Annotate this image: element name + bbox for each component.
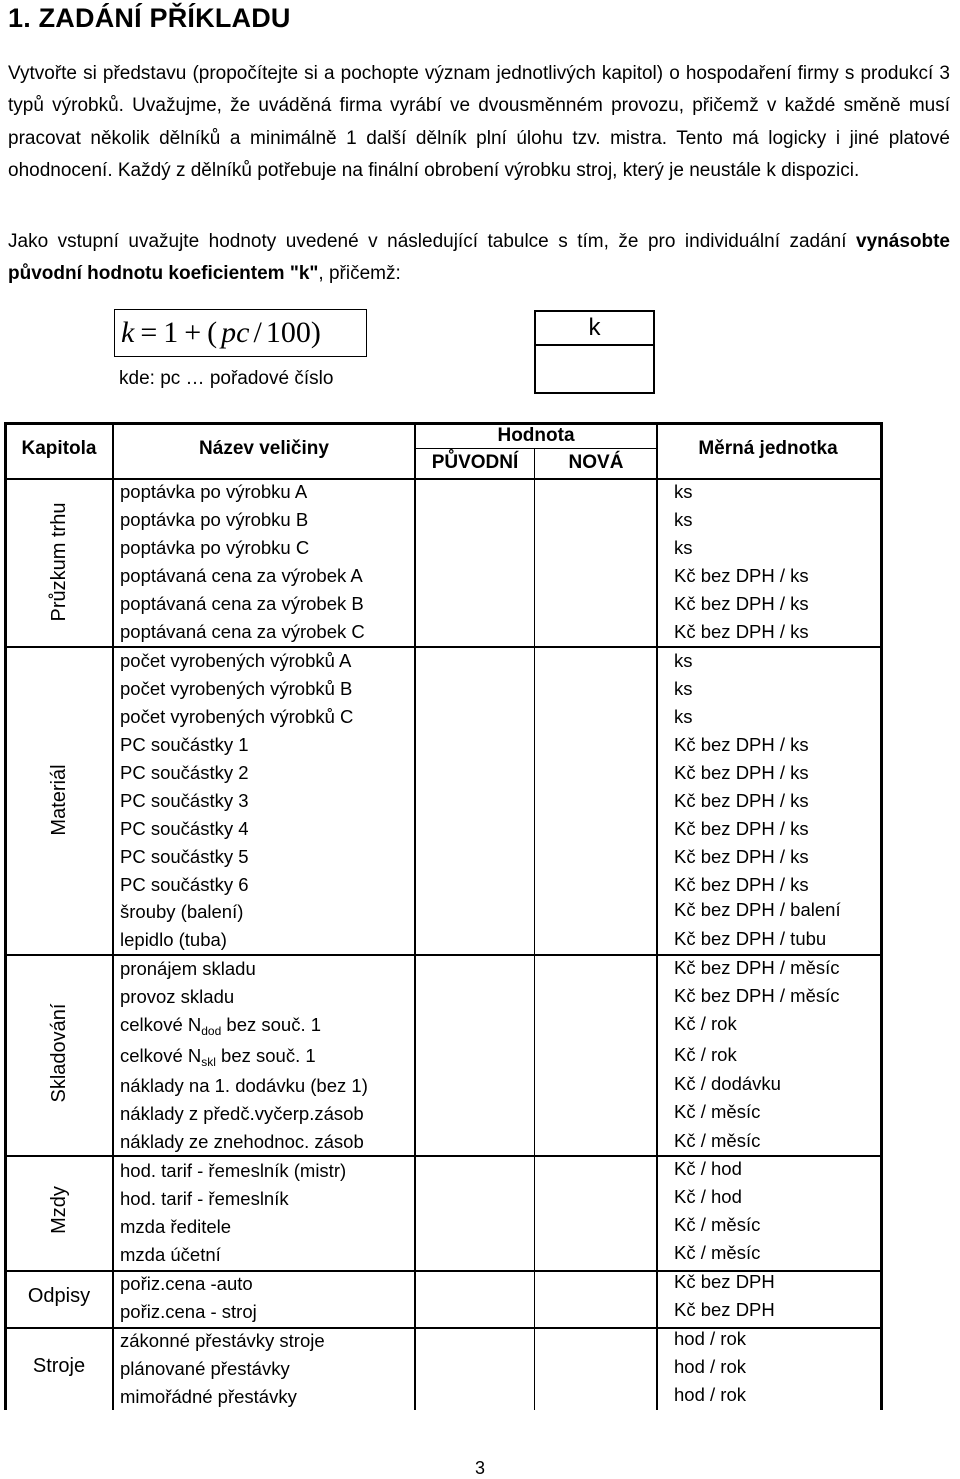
chapter-skladovani: Skladování bbox=[48, 1003, 70, 1103]
formula-paren-close: ) bbox=[310, 316, 321, 349]
row-unit-24: Kč / měsíc bbox=[674, 1130, 761, 1151]
row-unit-6: Kč bez DPH / ks bbox=[674, 621, 809, 642]
instruction-paragraph bbox=[8, 226, 950, 291]
row-unit-10: Kč bez DPH / ks bbox=[674, 734, 809, 755]
chapter-odpisy: Odpisy bbox=[27, 1285, 91, 1307]
row-name-2: poptávka po výrobku B bbox=[120, 509, 309, 530]
row-unit-4: Kč bez DPH / ks bbox=[674, 565, 809, 586]
row-name-8: počet vyrobených výrobků B bbox=[120, 678, 353, 699]
row-name-26: hod. tarif - řemeslník bbox=[120, 1188, 289, 1209]
formula-hundred: 100 bbox=[265, 316, 311, 349]
row-name-3: poptávka po výrobku C bbox=[120, 537, 310, 558]
row-unit-31: hod / rok bbox=[674, 1328, 746, 1349]
row-name-29: pořiz.cena -auto bbox=[120, 1273, 253, 1294]
row-unit-33: hod / rok bbox=[674, 1384, 746, 1405]
row-unit-18: Kč bez DPH / měsíc bbox=[674, 957, 840, 978]
row-unit-27: Kč / měsíc bbox=[674, 1214, 761, 1235]
formula-slash: / bbox=[253, 316, 262, 349]
row-unit-2: ks bbox=[674, 509, 693, 530]
row-name-20: celkové $N_{dod}$ bez souč. 1 bbox=[120, 1014, 322, 1038]
row-unit-9: ks bbox=[674, 706, 693, 727]
chapter-stroje: Stroje bbox=[32, 1355, 86, 1377]
chapter-divider-2 bbox=[4, 954, 883, 956]
section-heading: 1. ZADÁNÍ PŘÍKLADU bbox=[8, 3, 291, 33]
row-name-7: počet vyrobených výrobků A bbox=[120, 650, 352, 671]
row-unit-3: ks bbox=[674, 537, 693, 558]
formula-eq: = bbox=[140, 316, 158, 349]
header-jednotka: Měrná jednotka bbox=[698, 438, 838, 459]
row-name-14: PC součástky 5 bbox=[120, 846, 249, 867]
header-hodnota: Hodnota bbox=[497, 425, 575, 446]
row-unit-22: Kč / dodávku bbox=[674, 1073, 781, 1094]
formula-one: 1 bbox=[163, 316, 179, 349]
instruction-text-2: , přičemž: bbox=[318, 263, 401, 285]
row-unit-8: ks bbox=[674, 678, 693, 699]
row-unit-12: Kč bez DPH / ks bbox=[674, 790, 809, 811]
instruction-text-1: Jako vstupní uvažujte hodnoty uvedené v následující tabulce s tím, že pro individuální zadání bbox=[8, 231, 857, 252]
row-name-10: PC součástky 1 bbox=[120, 734, 249, 755]
chapter-pruzkum-trhu: Průzkum trhu bbox=[48, 502, 70, 622]
row-unit-17: Kč bez DPH / tubu bbox=[674, 928, 827, 949]
table-header-divider bbox=[4, 478, 883, 480]
row-name-28: mzda účetní bbox=[120, 1244, 221, 1265]
chapter-divider-1 bbox=[4, 646, 883, 648]
row-name-27: mzda ředitele bbox=[120, 1216, 232, 1237]
row-name-32: plánované přestávky bbox=[120, 1358, 290, 1379]
k-input-box[interactable] bbox=[534, 310, 655, 394]
kde-note: kde: pc … pořadové číslo bbox=[119, 368, 334, 389]
row-name-30: pořiz.cena - stroj bbox=[120, 1301, 257, 1322]
row-name-33: mimořádné přestávky bbox=[120, 1386, 297, 1407]
row-unit-29: Kč bez DPH bbox=[674, 1271, 775, 1292]
instruction-bold-a: vynásobte bbox=[856, 231, 950, 252]
formula-paren-open: ( bbox=[207, 316, 218, 349]
row-name-19: provoz skladu bbox=[120, 986, 235, 1007]
k-box-label: k bbox=[536, 312, 653, 346]
row-name-31: zákonné přestávky stroje bbox=[120, 1330, 325, 1351]
row-unit-26: Kč / hod bbox=[674, 1186, 742, 1207]
table-right-border bbox=[880, 422, 883, 1410]
row-name-4: poptávaná cena za výrobek A bbox=[120, 565, 363, 586]
row-unit-32: hod / rok bbox=[674, 1356, 746, 1377]
row-name-25: hod. tarif - řemeslník (mistr) bbox=[120, 1160, 347, 1181]
table-left-border bbox=[4, 422, 7, 1410]
row-name-21: celkové $N_{skl}$ bez souč. 1 bbox=[120, 1045, 316, 1069]
row-unit-15: Kč bez DPH / ks bbox=[674, 874, 809, 895]
intro-paragraph: Vytvořte si představu (propočítejte si a pochopte význam jednotlivých kapitol) o hospodaření firmy s produkcí 3 typů výrobků. Uvažujme, že uváděná firma vyrábí ve dvousměnném provozu, přičemž v každé směně musí pracovat několik dělníků a minimálně 1 další dělník plní úlohu tzv. mistra. Tento má logicky i jiné platové ohodnocení. Každý z dělníků potřebuje na finální obrobení výrobku stroj, který je neustále k dispozici. bbox=[8, 63, 950, 181]
chapter-mzdy: Mzdy bbox=[48, 1186, 70, 1234]
row-unit-23: Kč / měsíc bbox=[674, 1101, 761, 1122]
chapter-divider-3 bbox=[4, 1155, 883, 1157]
chapter-divider-5 bbox=[4, 1327, 883, 1329]
row-unit-11: Kč bez DPH / ks bbox=[674, 762, 809, 783]
row-unit-16: Kč bez DPH / balení bbox=[674, 899, 841, 920]
col-divider-nova bbox=[656, 422, 658, 1410]
header-nova: NOVÁ bbox=[568, 452, 624, 473]
row-name-23: náklady z předč.vyčerp.zásob bbox=[120, 1103, 364, 1124]
row-unit-25: Kč / hod bbox=[674, 1158, 742, 1179]
row-unit-30: Kč bez DPH bbox=[674, 1299, 775, 1320]
row-unit-28: Kč / měsíc bbox=[674, 1242, 761, 1263]
col-divider-nazev bbox=[414, 422, 416, 1410]
col-divider-puvodni bbox=[534, 448, 535, 1410]
row-unit-14: Kč bez DPH / ks bbox=[674, 846, 809, 867]
row-name-1: poptávka po výrobku A bbox=[120, 481, 308, 502]
row-unit-13: Kč bez DPH / ks bbox=[674, 818, 809, 839]
row-unit-1: ks bbox=[674, 481, 693, 502]
row-unit-5: Kč bez DPH / ks bbox=[674, 593, 809, 614]
col-divider-kapitola bbox=[112, 422, 114, 1410]
row-name-11: PC součástky 2 bbox=[120, 762, 249, 783]
formula-k: k bbox=[121, 316, 135, 349]
row-name-15: PC součástky 6 bbox=[120, 874, 249, 895]
row-name-12: PC součástky 3 bbox=[120, 790, 249, 811]
formula-pc: pc bbox=[221, 316, 250, 349]
chapter-material: Materiál bbox=[48, 764, 70, 836]
header-nazev: Název veličiny bbox=[199, 438, 329, 459]
instruction-bold-b: původní hodnotu koeficientem "k" bbox=[8, 263, 319, 285]
row-name-18: pronájem skladu bbox=[120, 958, 256, 979]
row-name-16: šrouby (balení) bbox=[120, 901, 244, 922]
row-name-5: poptávaná cena za výrobek B bbox=[120, 593, 364, 614]
row-name-24: náklady ze znehodnoc. zásob bbox=[120, 1131, 364, 1152]
row-unit-21: Kč / rok bbox=[674, 1044, 737, 1065]
row-name-22: náklady na 1. dodávku (bez 1) bbox=[120, 1075, 368, 1096]
hodnota-subdivider bbox=[416, 448, 656, 449]
row-name-9: počet vyrobených výrobků C bbox=[120, 706, 354, 727]
header-puvodni: PŮVODNÍ bbox=[431, 452, 519, 473]
row-name-17: lepidlo (tuba) bbox=[120, 929, 227, 950]
formula bbox=[114, 309, 367, 357]
page-number: 3 bbox=[474, 1458, 485, 1478]
header-kapitola: Kapitola bbox=[21, 438, 97, 459]
row-name-13: PC součástky 4 bbox=[120, 818, 249, 839]
row-unit-20: Kč / rok bbox=[674, 1013, 737, 1034]
row-unit-7: ks bbox=[674, 650, 693, 671]
row-unit-19: Kč bez DPH / měsíc bbox=[674, 985, 840, 1006]
row-name-6: poptávaná cena za výrobek C bbox=[120, 621, 365, 642]
formula-plus: + bbox=[184, 316, 202, 349]
